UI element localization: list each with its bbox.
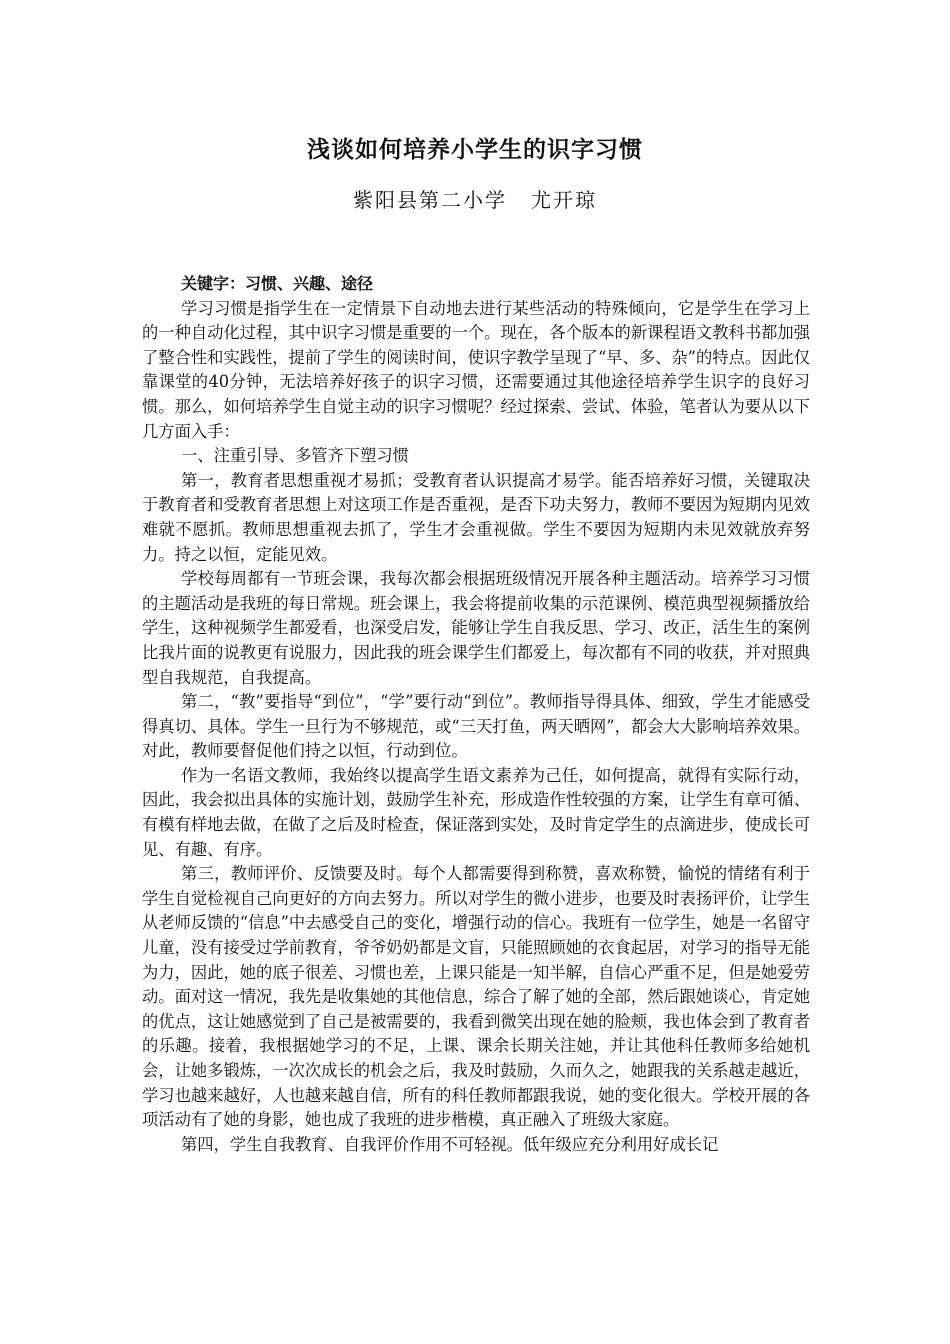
paragraph: 学习习惯是指学生在一定情景下自动地去进行某些活动的特殊倾向，它是学生在学习上的一种自动化过程，其中识字习惯是重要的一个。现在，各个版本的新课程语文教科书都加强了整合性和实践性，提前了学生的阅读时间，使识字教学呈现了“早、多、杂”的特点。因此仅靠课堂的40分钟，无法培养好孩子的识字习惯，还需要通过其他途径培养学生识字的良好习惯。那么，如何培养学生自觉主动的识字习惯呢？经过探索、尝试、体验，笔者认为要从以下几方面入手： bbox=[142, 298, 810, 441]
paragraph: 作为一名语文教师，我始终以提高学生语文素养为己任，如何提高，就得有实际行动，因此，我会拟出具体的实施计划，鼓励学生补充，形成造作性较强的方案，让学生有章可循、有模有样地去做，在做了之后及时检查，保证落到实处，及时肯定学生的点滴进步，使成长可见、有趣、有序。 bbox=[142, 765, 810, 859]
section-heading: 一、注重引导、多管齐下塑习惯 bbox=[181, 446, 409, 466]
keywords-line: 关键字：习惯、兴趣、途径 bbox=[181, 274, 374, 293]
author-name: 尤开琼 bbox=[531, 188, 597, 212]
author-byline bbox=[0, 186, 950, 214]
paragraph: 第四，学生自我教育、自我评价作用不可轻视。低年级应充分利用好成长记 bbox=[181, 1134, 719, 1154]
author-school: 紫阳县第二小学 bbox=[353, 188, 507, 212]
paragraph: 学校每周都有一节班会课，我每次都会根据班级情况开展各种主题活动。培养学习习惯的主题活动是我班的每日常规。班会课上，我会将提前收集的示范课例、模范典型视频播放给学生，这种视频学生都爱看，也深受启发，能够让学生自我反思、学习、改正，活生生的案例比我片面的说教更有说服力，因此我的班会课学生们都爱上，每次都有不同的收获，并对照典型自我规范，自我提高。 bbox=[142, 569, 810, 687]
paragraph: 第一，教育者思想重视才易抓；受教育者认识提高才易学。能否培养好习惯，关键取决于教育者和受教育者思想上对这项工作是否重视，是否下功夫努力，教师不要因为短期内见效难就不愿抓。教师思想重视去抓了，学生才会重视做。学生不要因为短期内未见效就放弃努力。持之以恒，定能见效。 bbox=[142, 470, 810, 564]
paragraph: 第二，“教”要指导“到位”，“学”要行动“到位”。教师指导得具体、细致，学生才能感受得真切、具体。学生一旦行为不够规范，或“三天打鱼，两天晒网”，都会大大影响培养效果。对此，教师要督促他们持之以恒，行动到位。 bbox=[142, 692, 810, 761]
document-body bbox=[142, 272, 810, 1157]
paragraph: 第三，教师评价、反馈要及时。每个人都需要得到称赞，喜欢称赞，愉悦的情绪有利于学生自觉检视自己向更好的方向去努力。所以对学生的微小进步，也要及时表扬评价，让学生从老师反馈的“信息”中去感受自己的变化，增强行动的信心。我班有一位学生，她是一名留守儿童，没有接受过学前教育，爷爷奶奶都是文盲，只能照顾她的衣食起居，对学习的指导无能为力，因此，她的底子很差、习惯也差，上课只能是一知半解，自信心严重不足，但是她爱劳动。面对这一情况，我先是收集她的其他信息，综合了解了她的全部，然后跟她谈心，肯定她的优点，这让她感觉到了自己是被需要的，我看到微笑出现在她的脸颊，我也体会到了教育者的乐趣。接着，我根据她学习的不足，上课、课余长期关注她，并让其他科任教师多给她机会，让她多锻炼，一次次成长的机会之后，我及时鼓励，久而久之，她跟我的关系越走越近，学习也越来越好，人也越来越自信，所有的科任教师都跟我说，她的变化很大。学校开展的各项活动有了她的身影，她也成了我班的进步楷模，真正融入了班级大家庭。 bbox=[142, 864, 810, 1130]
document-title: 浅谈如何培养小学生的识字习惯 bbox=[307, 137, 643, 163]
